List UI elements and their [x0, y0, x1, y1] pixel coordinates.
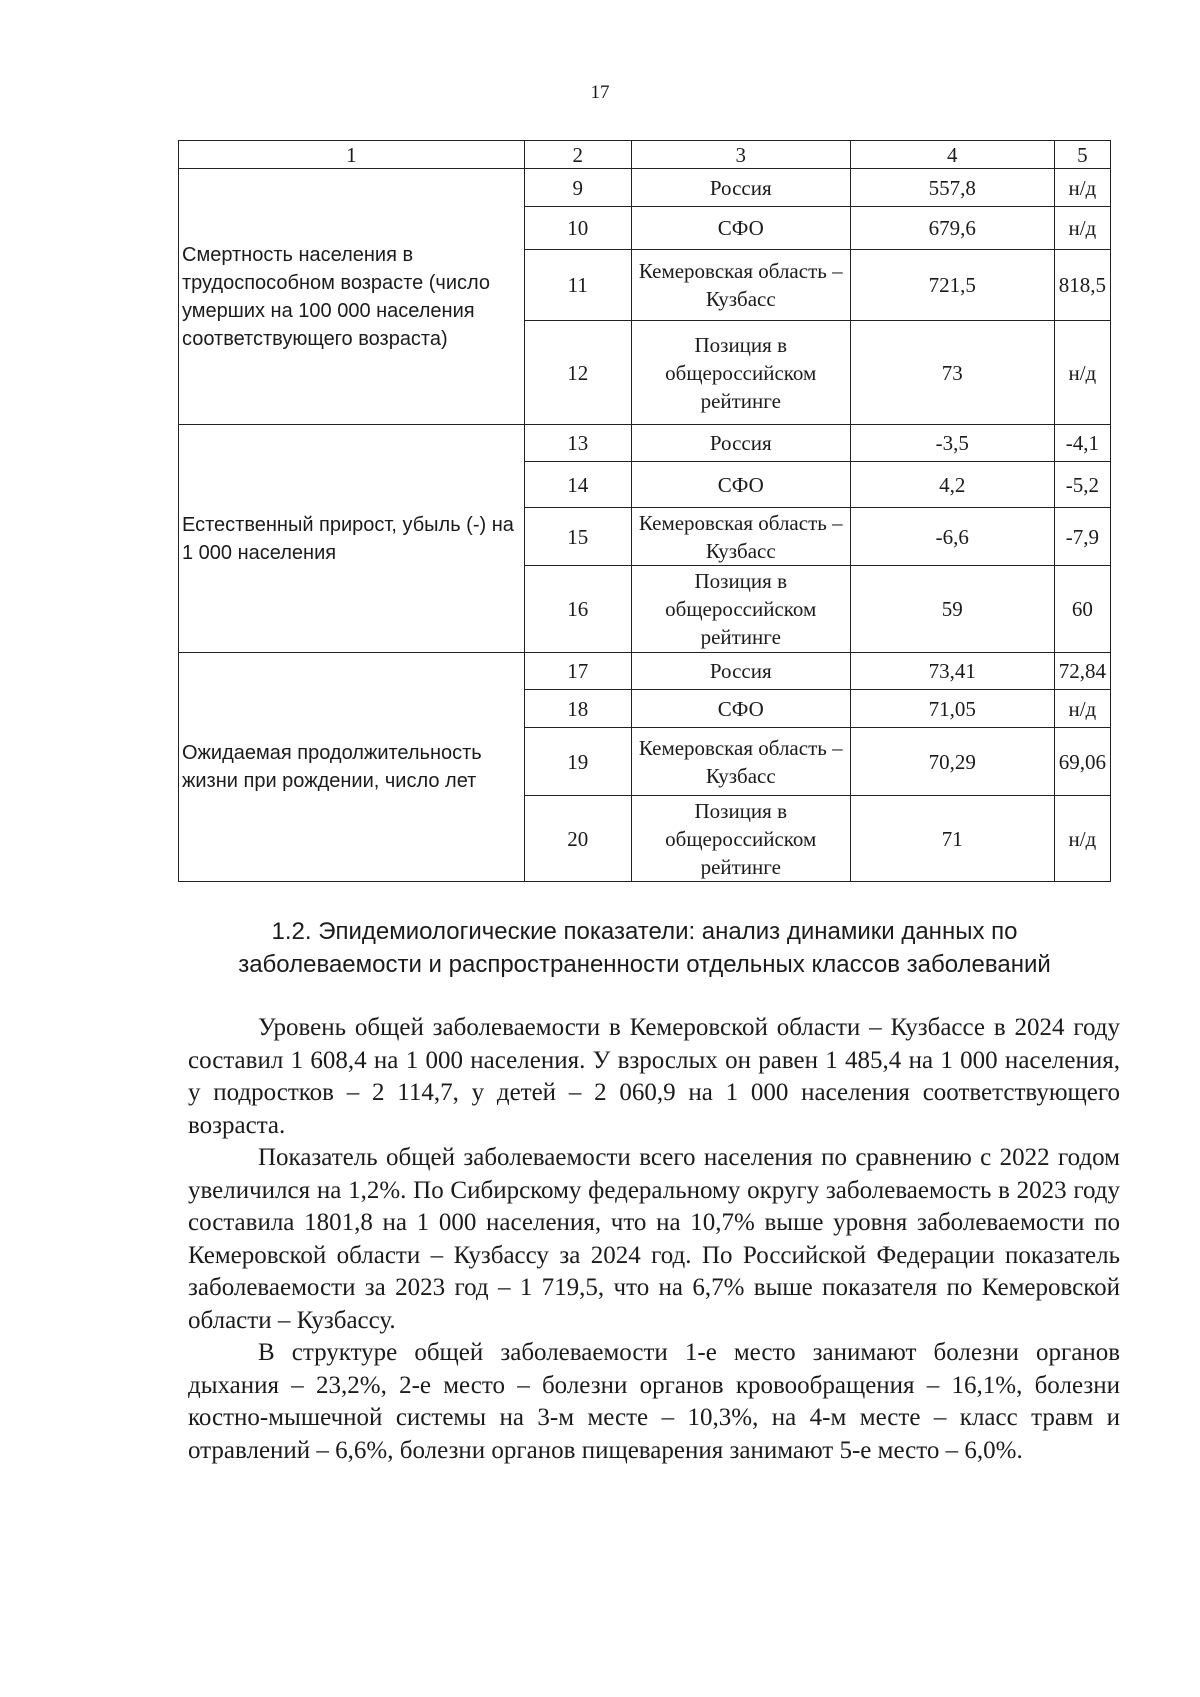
section-heading-line: заболеваемости и распространенности отдельных классов заболеваний: [238, 951, 1051, 978]
row-number: 16: [524, 566, 631, 653]
table-row: [179, 653, 1111, 690]
territory-name: СФО: [631, 690, 850, 728]
row-number: 20: [524, 796, 631, 882]
header-cell: 2: [524, 141, 631, 169]
section-heading-line: 1.2. Эпидемиологические показатели: анализ динамики данных по: [271, 918, 1018, 945]
paragraph: Уровень общей заболеваемости в Кемеровской области – Кузбассе в 2024 году составил 1 608,4 на 1 000 населения. У взрослых он равен 1 485,4 на 1 000 населения, у подростков – 2 114,7, у детей – 2 060,9 на 1 000 населения соответствующего возраста.: [188, 1014, 1120, 1139]
territory-name: Россия: [631, 653, 850, 690]
value-col5: 60: [1054, 566, 1110, 653]
header-cell: 4: [850, 141, 1054, 169]
territory-name: СФО: [631, 207, 850, 250]
paragraph: В структуре общей заболеваемости 1-е место занимают болезни органов дыхания – 23,2%, 2-е место – болезни органов кровообращения – 16,1%, болезни костно-мышечной системы на 3-м месте – 10,3%, на 4-м месте – класс травм и отравлений – 6,6%, болезни органов пищеварения занимают 5-е место – 6,0%.: [188, 1339, 1120, 1464]
value-col5: -7,9: [1054, 508, 1110, 566]
territory-name: Позиция в общероссийском рейтинге: [631, 796, 850, 882]
territory-name: Кемеровская область – Кузбасс: [631, 728, 850, 796]
body-text: [188, 1012, 1120, 1467]
row-number: 10: [524, 207, 631, 250]
value-col4: 4,2: [850, 462, 1054, 508]
section-heading: [178, 915, 1111, 981]
territory-name: СФО: [631, 462, 850, 508]
row-number: 18: [524, 690, 631, 728]
row-number: 19: [524, 728, 631, 796]
header-cell: 1: [179, 141, 525, 169]
value-col5: н/д: [1054, 690, 1110, 728]
indicator-label: Естественный прирост, убыль (-) на 1 000 населения: [179, 425, 525, 653]
page-number: 17: [590, 82, 610, 103]
value-col4: 59: [850, 566, 1054, 653]
value-col4: 721,5: [850, 250, 1054, 321]
header-cell: 3: [631, 141, 850, 169]
value-col5: н/д: [1054, 321, 1110, 425]
value-col5: н/д: [1054, 207, 1110, 250]
territory-name: Позиция в общероссийском рейтинге: [631, 566, 850, 653]
territory-name: Россия: [631, 169, 850, 207]
territory-name: Позиция в общероссийском рейтинге: [631, 321, 850, 425]
header-cell: 5: [1054, 141, 1110, 169]
value-col4: -3,5: [850, 425, 1054, 462]
row-number: 9: [524, 169, 631, 207]
territory-name: Россия: [631, 425, 850, 462]
row-number: 12: [524, 321, 631, 425]
row-number: 14: [524, 462, 631, 508]
value-col4: 73,41: [850, 653, 1054, 690]
table-row: [179, 425, 1111, 462]
value-col4: 73: [850, 321, 1054, 425]
value-col5: 818,5: [1054, 250, 1110, 321]
value-col5: 69,06: [1054, 728, 1110, 796]
value-col4: 71: [850, 796, 1054, 882]
row-number: 11: [524, 250, 631, 321]
value-col4: 71,05: [850, 690, 1054, 728]
row-number: 17: [524, 653, 631, 690]
value-col5: -4,1: [1054, 425, 1110, 462]
indicators-table: [178, 140, 1111, 882]
row-number: 15: [524, 508, 631, 566]
value-col4: 679,6: [850, 207, 1054, 250]
value-col5: н/д: [1054, 169, 1110, 207]
row-number: 13: [524, 425, 631, 462]
paragraph: Показатель общей заболеваемости всего населения по сравнению с 2022 годом увеличился на 1,2%. По Сибирскому федеральному округу заболеваемость в 2023 году составила 1801,8 на 1 000 населения, что на 10,7% выше уровня заболеваемости по Кемеровской области – Кузбассу за 2024 год. По Российской Федерации показатель заболеваемости за 2023 год – 1 719,5, что на 6,7% выше показателя по Кемеровской области – Кузбассу.: [188, 1144, 1120, 1334]
territory-name: Кемеровская область – Кузбасс: [631, 508, 850, 566]
value-col4: -6,6: [850, 508, 1054, 566]
table-row: [179, 169, 1111, 207]
value-col5: 72,84: [1054, 653, 1110, 690]
indicator-label: Ожидаемая продолжительность жизни при рождении, число лет: [179, 653, 525, 882]
value-col5: -5,2: [1054, 462, 1110, 508]
value-col5: н/д: [1054, 796, 1110, 882]
territory-name: Кемеровская область – Кузбасс: [631, 250, 850, 321]
indicator-label: Смертность населения в трудоспособном возрасте (число умерших на 100 000 населения соответствующего возраста): [179, 169, 525, 425]
table-header-row: [179, 141, 1111, 169]
value-col4: 557,8: [850, 169, 1054, 207]
value-col4: 70,29: [850, 728, 1054, 796]
